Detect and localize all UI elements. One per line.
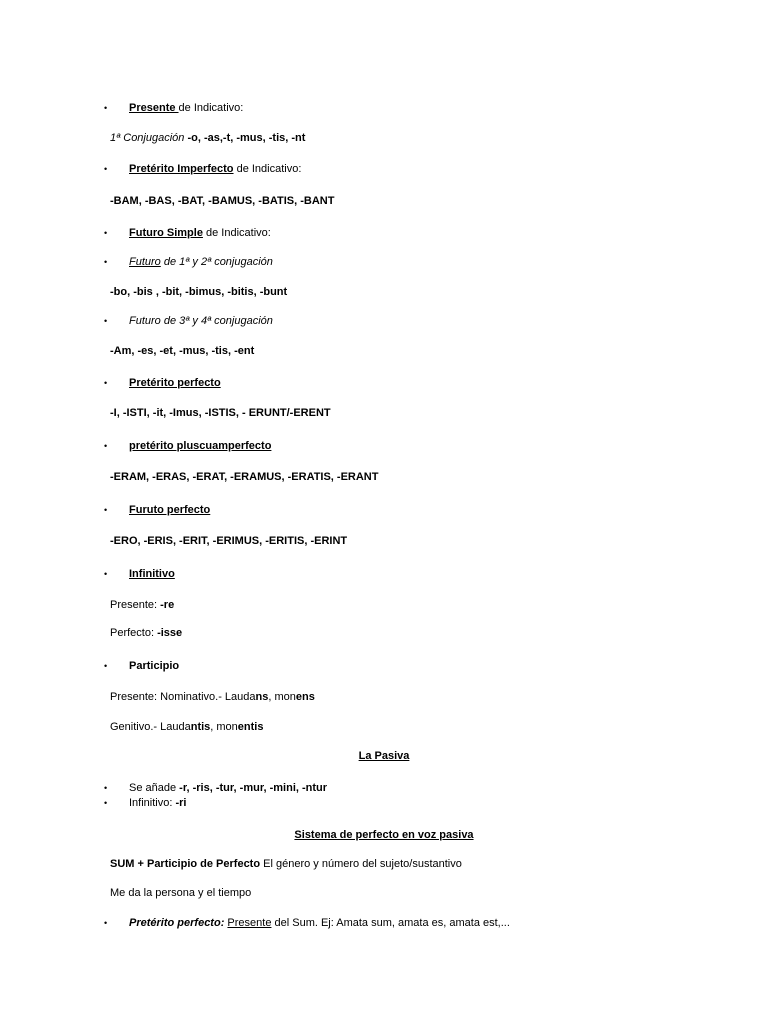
section-heading [0,828,768,842]
bullet-marker: • [104,378,108,388]
bullet-item [129,796,186,810]
text-run: del Sum. Ej: Amata sum, amata es, amata est,... [271,917,510,929]
text-run: de Indicativo: [202,227,271,239]
text-line [110,194,334,208]
text-run: Presente [227,917,272,929]
text-run: Se añade [129,782,180,794]
bullet-item [129,376,221,390]
text-line [110,857,462,871]
text-run: La Pasiva [358,750,410,762]
bullet-marker: • [104,783,108,793]
bullet-marker: • [104,441,108,451]
text-line [110,886,251,900]
text-run: Futuro de 3ª y 4ª conjugación [129,315,273,327]
bullet-item [129,659,179,673]
bullet-marker: • [104,164,108,174]
text-line [110,406,331,420]
bullet-marker: • [104,103,108,113]
text-run: -bo, -bis , -bit, -bimus, -bitis, -bunt [110,286,288,298]
bullet-marker: • [104,257,108,267]
bullet-item [129,503,210,517]
text-run: Pretérito Imperfecto [129,163,234,175]
bullet-marker: • [104,228,108,238]
bullet-item [129,439,271,453]
bullet-item [129,255,273,269]
bullet-item [129,314,273,328]
text-run: Sistema de perfecto en voz pasiva [294,829,474,841]
text-run: , mon [268,691,296,703]
text-run: Infinitivo [129,568,175,580]
text-run: ntis [190,721,211,733]
text-run: -isse [157,627,183,639]
text-line [110,470,378,484]
text-run: Futuro [129,256,161,268]
text-run: -BAM, -BAS, -BAT, -BAMUS, -BATIS, -BANT [110,195,335,207]
bullet-item [129,226,271,240]
bullet-marker: • [104,316,108,326]
text-run: SUM + Participio de Perfecto [110,858,261,870]
text-run: -ERO, -ERIS, -ERIT, -ERIMUS, -ERITIS, -ERINT [110,535,348,547]
text-run: -I, -ISTI, -it, -Imus, -ISTIS, - ERUNT/-ERENT [110,407,331,419]
text-run: Furuto perfecto [129,504,211,516]
text-line [110,598,174,612]
text-line [110,344,254,358]
text-run: -o, -as,-t, -mus, -tis, -nt [184,132,306,144]
text-run: -Am, -es, -et, -mus, -tis, -ent [110,345,255,357]
text-run: Infinitivo: [129,797,176,809]
bullet-item [129,781,327,795]
text-run: ens [295,691,315,703]
text-line [110,626,182,640]
text-run: ns [255,691,269,703]
text-run: Pretérito perfecto [129,377,221,389]
bullet-marker: • [104,798,108,808]
bullet-item [129,101,243,115]
bullet-item [129,916,510,930]
text-run: -r, -ris, -tur, -mur, -mini, -ntur [179,782,328,794]
bullet-marker: • [104,661,108,671]
text-run: de Indicativo: [178,102,244,114]
text-line [110,690,315,704]
text-run: Pretérito perfecto: [129,917,225,929]
text-run: Presente [129,102,179,114]
text-run: de Indicativo: [233,163,302,175]
bullet-marker: • [104,918,108,928]
text-run: -ri [175,797,187,809]
text-run: 1ª Conjugación [110,132,185,144]
section-heading [0,749,768,763]
text-run: El género y número del sujeto/sustantivo [260,858,462,870]
text-run: -ERAM, -ERAS, -ERAT, -ERAMUS, -ERATIS, -ERANT [110,471,379,483]
text-run: Presente: Nominativo.- Lauda [110,691,256,703]
text-run: Genitivo.- Lauda [110,721,191,733]
text-line [110,285,287,299]
text-run: Participio [129,660,180,672]
text-run: entis [237,721,264,733]
text-run: pretérito pluscuamperfecto [129,440,272,452]
bullet-marker: • [104,505,108,515]
text-run: Perfecto: [110,627,158,639]
text-line [110,131,305,145]
bullet-item [129,162,301,176]
text-run: , mon [210,721,238,733]
text-run: -re [160,599,175,611]
text-run: Me da la persona y el tiempo [110,887,252,899]
text-run: de 1ª y 2ª conjugación [160,256,273,268]
bullet-marker: • [104,569,108,579]
text-line [110,720,263,734]
text-line [110,534,347,548]
text-run: Presente: [110,599,161,611]
text-run: Futuro Simple [129,227,203,239]
bullet-item [129,567,175,581]
